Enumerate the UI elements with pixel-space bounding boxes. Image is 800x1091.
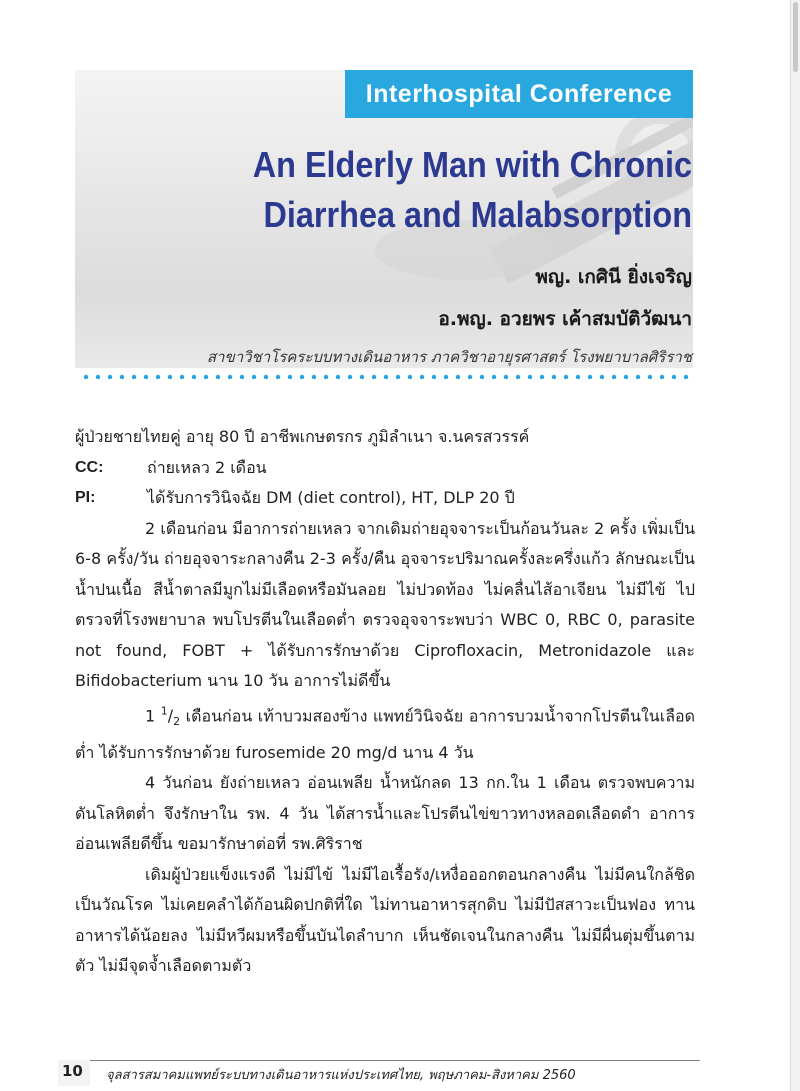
paragraph-3: 4 วันก่อน ยังถ่ายเหลว อ่อนเพลีย น้ำหนักลด 13 กก.ใน 1 เดือน ตรวจพบความดันโลหิตต่ำ จึงรักษาใน รพ. 4 วัน ได้สารน้ำและโปรตีนไข่ขาวทางหลอดเลือดดำ อาการอ่อนเพลียดีขึ้น ขอมารักษาต่อที่ รพ.ศิริราช xyxy=(75,773,695,854)
title-line-1: An Elderly Man with Chronic xyxy=(252,144,692,185)
fraction-whole: 1 xyxy=(145,705,156,725)
pi-label: PI: xyxy=(75,489,96,506)
section-tag: Interhospital Conference xyxy=(345,70,693,118)
chief-complaint xyxy=(75,453,695,484)
paragraph-4: เดิมผู้ป่วยแข็งแรงดี ไม่มีไข้ ไม่มีไอเรื้อรัง/เหงื่อออกตอนกลางคืน ไม่มีคนใกล้ชิดเป็นวัณโรค ไม่เคยคลำได้ก้อนผิดปกติที่ใด ไม่ทานอาหารสุกดิบ ไม่มีปัสสาวะเป็นฟอง ทานอาหารได้น้อยลง ไม่มีหวีผมหรือขึ้นบันไดลำบาก เห็นชัดเจนในกลางคืน ไม่มีผื่นตุ่มขึ้นตามตัว ไม่มีจุดจ้ำเลือดตามตัว xyxy=(75,864,695,976)
journal-citation: จุลสารสมาคมแพทย์ระบบทางเดินอาหารแห่งประเทศไทย, พฤษภาคม-สิงหาคม 2560 xyxy=(106,1068,576,1083)
present-illness xyxy=(75,483,695,514)
paragraph-2 xyxy=(75,697,695,769)
page-number: 10 xyxy=(62,1062,83,1080)
author-secondary: อ.พญ. อวยพร เค้าสมบัติวัฒนา xyxy=(438,308,692,330)
article-body xyxy=(75,422,695,982)
dotted-divider xyxy=(80,374,692,380)
page-footer xyxy=(0,1060,790,1086)
patient-intro: ผู้ป่วยชายไทยคู่ อายุ 80 ปี อาชีพเกษตรกร ภูมิลำเนา จ.นครสวรรค์ xyxy=(75,427,530,446)
author-primary: พญ. เกศินี ยิ่งเจริญ xyxy=(535,266,692,288)
fraction: $^1/_2$ xyxy=(160,704,181,729)
scrollbar-thumb[interactable] xyxy=(793,2,798,72)
fraction-numerator: 1 xyxy=(160,704,168,718)
paragraph-2-text: เดือนก่อน เท้าบวมสองข้าง แพทย์วินิจฉัย อาการบวมน้ำจากโปรตีนในเลือดต่ำ ได้รับการรักษาด้วย furosemide 20 mg/d นาน 4 วัน xyxy=(75,705,696,762)
pi-value: ได้รับการวินิจฉัย DM (diet control), HT, DLP 20 ปี xyxy=(147,488,515,507)
title-line-2: Diarrhea and Malabsorption xyxy=(263,194,692,235)
article-title xyxy=(141,140,692,240)
fraction-denominator: 2 xyxy=(173,715,181,729)
cc-value: ถ่ายเหลว 2 เดือน xyxy=(147,457,267,477)
cc-label: CC: xyxy=(75,458,104,476)
scrollbar[interactable] xyxy=(790,0,800,1091)
footer-rule xyxy=(90,1060,700,1061)
paragraph-1: 2 เดือนก่อน มีอาการถ่ายเหลว จากเดิมถ่ายอุจจาระเป็นก้อนวันละ 2 ครั้ง เพิ่มเป็น 6-8 ครั้ง/วัน ถ่ายอุจจาระกลางคืน 2-3 ครั้ง/คืน อุจจาระปริมาณครั้งละครึ่งแก้ว ลักษณะเป็นน้ำปนเนื้อ สีน้ำตาลมีมูกไม่มีเลือดหรือมันลอย ไม่ปวดท้อง ไม่คลื่นไส้อาเจียน ไม่มีไข้ ไปตรวจที่โรงพยาบาล พบโปรตีนในเลือดต่ำ ตรวจอุจจาระพบว่า WBC 0, RBC 0, parasite not found, FOBT + ได้รับการรักษาด้วย Ciprofloxacin, Metronidazole และ Bifidobacterium นาน 10 วัน อาการไม่ดีขึ้น xyxy=(75,518,695,690)
author-affiliation: สาขาวิชาโรคระบบทางเดินอาหาร ภาควิชาอายุรศาสตร์ โรงพยาบาลศิริราช xyxy=(206,348,692,366)
